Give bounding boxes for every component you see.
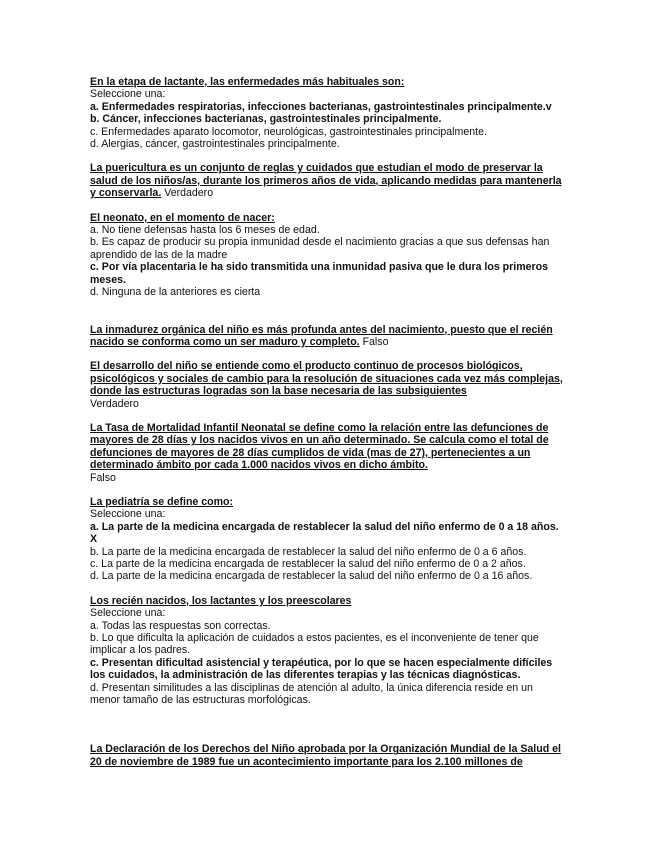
document-page xyxy=(90,76,565,768)
question-block xyxy=(90,76,565,150)
question-stem: Los recién nacidos, los lactantes y los preescolares xyxy=(90,594,352,607)
question-block xyxy=(90,162,565,199)
select-prompt: Seleccione una: xyxy=(90,607,166,620)
select-prompt: Seleccione una: xyxy=(90,88,166,101)
question-block xyxy=(90,212,565,299)
question-block xyxy=(90,595,565,707)
answer-option[interactable]: d. Ninguna de la anteriores es cierta xyxy=(90,286,261,299)
answer-option[interactable]: b. Es capaz de producir su propia inmunidad desde el nacimiento gracias a que sus defensas han aprendido de las de la madre xyxy=(90,236,550,261)
question-stem: La pediatría se define como: xyxy=(90,495,234,508)
question-stem: En la etapa de lactante, las enfermedades más habituales son: xyxy=(90,76,405,88)
answer-option[interactable]: b. Cáncer, infecciones bacterianas, gastrointestinales principalmente. xyxy=(90,113,442,126)
answer-option[interactable]: d. Presentan similitudes a las disciplinas de atención al adulto, la única diferencia reside en un menor tamaño de las estructuras morfológicas. xyxy=(90,681,533,707)
answer-option[interactable]: c. Por vía placentaria le ha sido transmitida una inmunidad pasiva que le dura los primeros meses. xyxy=(90,261,549,286)
answer-option[interactable]: a. Enfermedades respiratorias, infecciones bacterianas, gastrointestinales principalmente.v xyxy=(90,100,552,113)
answer-option[interactable]: a. No tiene defensas hasta los 6 meses de edad. xyxy=(90,224,320,237)
select-prompt: Seleccione una: xyxy=(90,508,166,521)
answer-option[interactable]: c. La parte de la medicina encargada de restablecer la salud del niño enfermo de 0 a 2 años. xyxy=(90,558,526,570)
question-block xyxy=(90,496,565,583)
answer-option[interactable]: c. Enfermedades aparato locomotor, neurológicas, gastrointestinales principalmente. xyxy=(90,125,487,138)
answer-option[interactable]: b. Lo que dificulta la aplicación de cuidados a estos pacientes, es el inconveniente de tener que implicar a los padres. xyxy=(90,632,539,657)
question-stem: El desarrollo del niño se entiende como el producto continuo de procesos biológicos, psicológicos y sociales de cambio para la resolución de situaciones cada vez más complejas, donde las estructuras logradas son la base necesaria de las subsiguientes xyxy=(90,360,563,398)
question-stem: La puericultura es un conjunto de reglas y cuidados que estudian el modo de preservar la salud de los niños/as, durante los primeros años de vida, aplicando medidas para mantenerla y conservarla. xyxy=(90,162,562,200)
answer-option[interactable]: c. Presentan dificultad asistencial y terapéutica, por lo que se hacen especialmente difíciles los cuidados, la administración de las diferentes terapias y las técnicas diagnósticas. xyxy=(90,656,553,682)
answer-option[interactable]: d. La parte de la medicina encargada de restablecer la salud del niño enfermo de 0 a 16 años. xyxy=(90,570,533,583)
question-block xyxy=(90,743,565,768)
question-stem: El neonato, en el momento de nacer: xyxy=(90,211,275,224)
answer-value: Falso xyxy=(90,471,116,484)
question-stem: La inmadurez orgánica del niño es más profunda antes del nacimiento, puesto que el recién nacido se conforma como un ser maduro y completo. xyxy=(90,323,553,348)
answer-option[interactable]: d. Alergias, cáncer, gastrointestinales principalmente. xyxy=(90,138,340,151)
question-block xyxy=(90,422,565,484)
answer-value: Verdadero xyxy=(164,187,214,200)
answer-value: Falso xyxy=(362,335,389,348)
answer-value: Verdadero xyxy=(90,397,139,410)
answer-option[interactable]: b. La parte de la medicina encargada de restablecer la salud del niño enfermo de 0 a 6 años. xyxy=(90,545,527,558)
question-block xyxy=(90,324,565,349)
answer-option[interactable]: a. Todas las respuestas son correctas. xyxy=(90,619,271,632)
question-stem: La Declaración de los Derechos del Niño aprobada por la Organización Mundial de la Salud el 20 de noviembre de 1989 fue un acontecimiento importante para los 2.100 millones de xyxy=(90,743,561,768)
question-stem: La Tasa de Mortalidad Infantil Neonatal se define como la relación entre las defunciones de mayores de 28 días y los nacidos vivos en un año determinado. Se calcula como el total de defunciones de mayores de 28 días cumplidos de vida (mas de 27), pertenecientes a un determinado ámbito por cada 1.000 nacidos vivos en dicho ámbito. xyxy=(90,421,549,472)
answer-option[interactable]: a. La parte de la medicina encargada de restablecer la salud del niño enfermo de 0 a 18 años. X xyxy=(90,520,559,546)
question-block xyxy=(90,360,565,410)
